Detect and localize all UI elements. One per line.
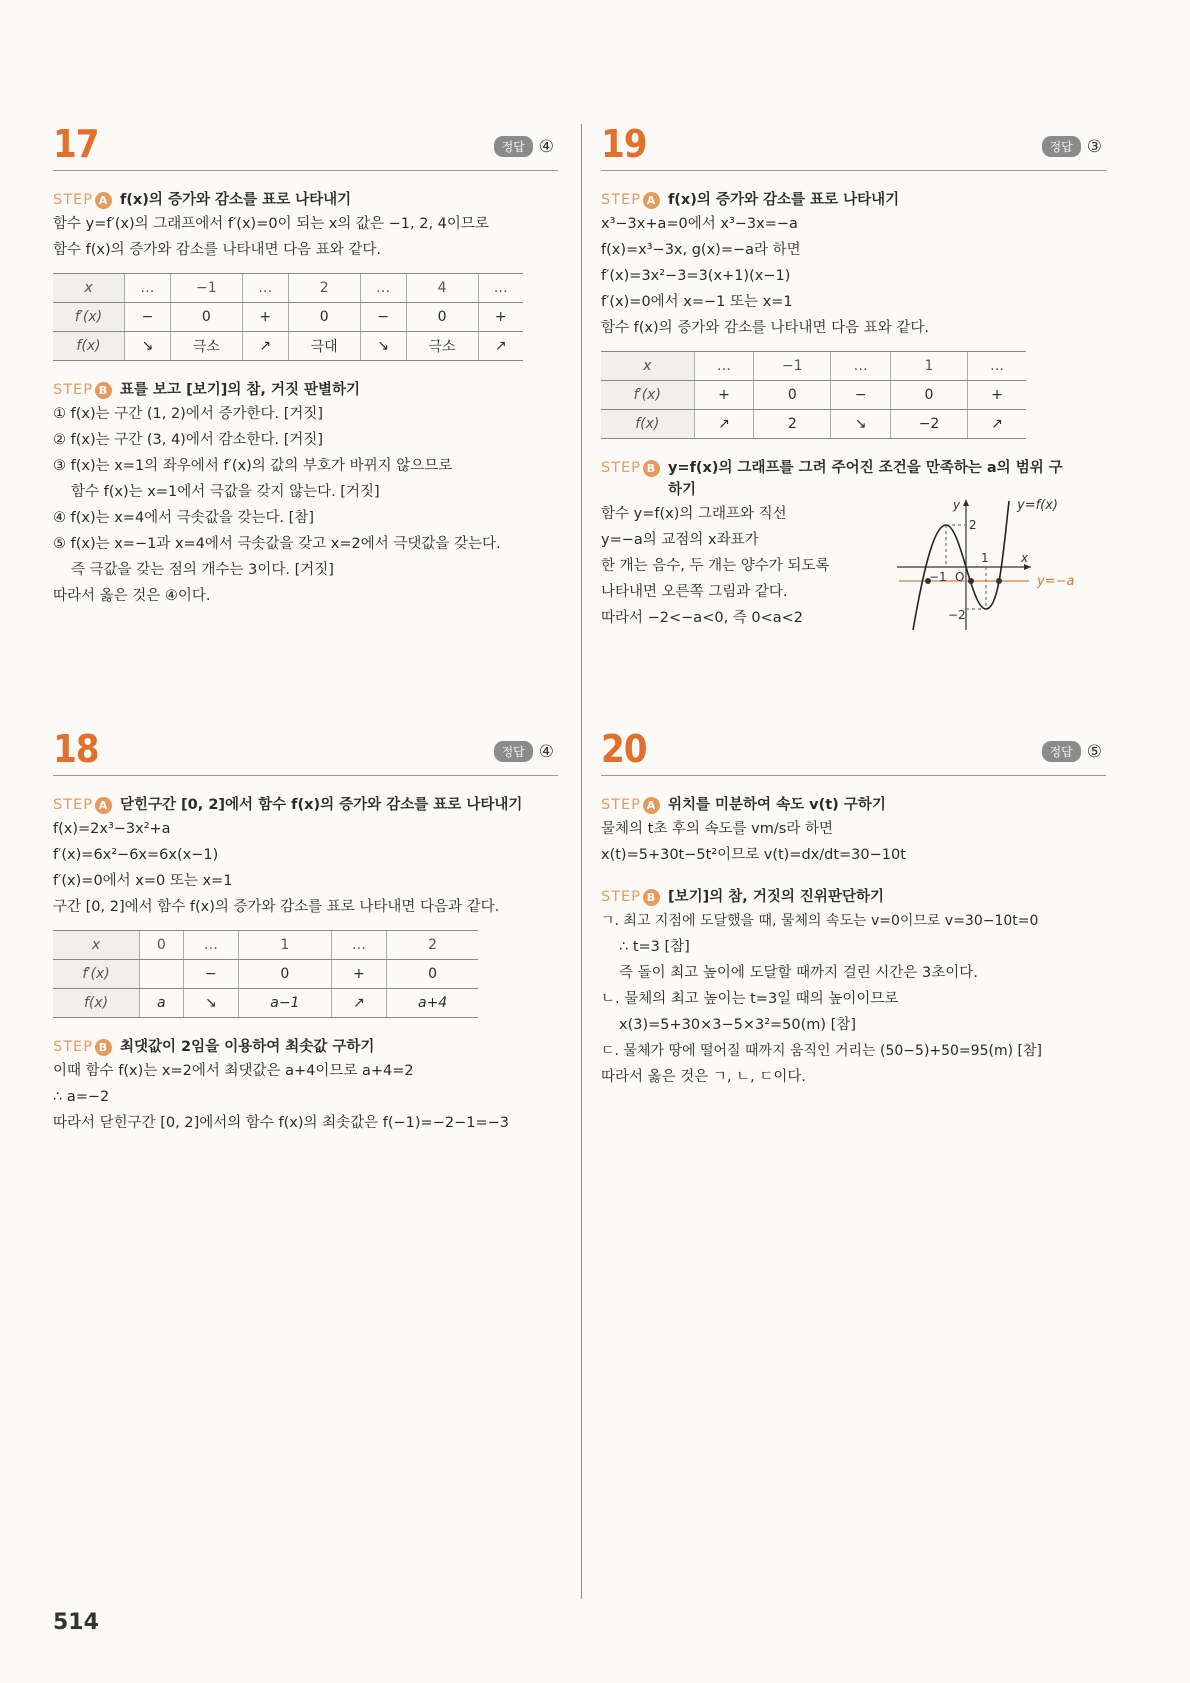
text-line: 즉 극값을 갖는 점의 개수는 3이다. [거짓]	[71, 562, 334, 578]
variation-table: x … −1 … 1 … f′(x) + 0 − 0 + f(x) ↗ 2 ↘ −2 ↗	[601, 351, 1026, 439]
text-line: ㄴ. 물체의 최고 높이는 t=3일 때의 높이이므로	[601, 991, 899, 1007]
step-b-heading	[601, 886, 1106, 908]
curve-label: y=f(x)	[1017, 498, 1058, 513]
text-line: ㄷ. 물체가 땅에 떨어질 때까지 움직인 거리는 (50−5)+50=95(m) [참]	[601, 1043, 1042, 1059]
problem-header	[53, 725, 558, 776]
step-title: 최댓값이 2임을 이용하여 최솟값 구하기	[119, 1039, 375, 1055]
problem-number: 18	[53, 727, 99, 771]
text-line: 구간 [0, 2]에서 함수 f(x)의 증가와 감소를 표로 나타내면 다음과 같다.	[53, 899, 500, 915]
tick-minus-2: −2	[948, 608, 966, 622]
text-line: x(3)=5+30×3−5×3²=50(m) [참]	[619, 1017, 857, 1033]
text-line: ∴ a=−2	[53, 1089, 110, 1105]
problem-number: 20	[601, 727, 647, 771]
y-axis-label: y	[953, 498, 961, 512]
step-tag: STEP B	[601, 457, 660, 479]
text-line: 따라서 −2<−a<0, 즉 0<a<2	[601, 610, 804, 626]
text-line: f′(x)=0에서 x=−1 또는 x=1	[601, 294, 793, 310]
problem-19	[601, 120, 1106, 631]
text-line: 함수 f(x)의 증가와 감소를 나타내면 다음 표와 같다.	[53, 242, 382, 258]
step-a-heading	[53, 189, 558, 211]
step-a-heading	[53, 794, 558, 816]
text-line: 함수 f(x)의 증가와 감소를 나타내면 다음 표와 같다.	[601, 320, 930, 336]
variation-table: x 0 … 1 … 2 f′(x) − 0 + 0 f(x) a ↘ a−1 ↗ a+4	[53, 930, 478, 1018]
problem-20	[601, 725, 1106, 1090]
graph-section	[601, 498, 1106, 631]
answer-badge: 정답	[494, 741, 533, 762]
variation-table: x … −1 … 2 … 4 … f′(x) − 0 + 0 − 0 + f(x) ↘ 극소 ↗ 극대 ↘ 극소 ↗	[53, 273, 523, 361]
text-line: f(x)=2x³−3x²+a	[53, 821, 171, 837]
tick-2: 2	[969, 518, 977, 532]
text-line: 한 개는 음수, 두 개는 양수가 되도록	[601, 558, 830, 574]
problem-18	[53, 725, 558, 1136]
text-line: ② f(x)는 구간 (3, 4)에서 감소한다. [거짓]	[53, 432, 324, 448]
text-line: 따라서 옳은 것은 ㄱ, ㄴ, ㄷ이다.	[601, 1069, 806, 1085]
y-axis-arrow	[963, 499, 969, 506]
page-number: 514	[53, 1610, 99, 1635]
text-line: ∴ t=3 [참]	[619, 939, 690, 955]
step-tag: STEP A	[53, 794, 112, 816]
text-line: f′(x)=3x²−3=3(x+1)(x−1)	[601, 268, 791, 284]
text-line: f′(x)=6x²−6x=6x(x−1)	[53, 847, 219, 863]
answer-mark: ③	[1086, 136, 1102, 157]
text-line: ③ f(x)는 x=1의 좌우에서 f′(x)의 값의 부호가 바뀌지 않으므로	[53, 458, 453, 474]
problem-header	[601, 120, 1106, 171]
text-line: 따라서 닫힌구간 [0, 2]에서의 함수 f(x)의 최솟값은 f(−1)=−2−1=−3	[53, 1115, 509, 1131]
answer-badge: 정답	[494, 136, 533, 157]
step-tag: STEP A	[601, 189, 660, 211]
text-line: x³−3x+a=0에서 x³−3x=−a	[601, 216, 798, 232]
answer-mark: ④	[538, 136, 554, 157]
step-title: [보기]의 참, 거짓의 진위판단하기	[667, 889, 884, 905]
problem-number: 19	[601, 122, 647, 166]
step-a-heading	[601, 794, 1106, 816]
column-divider	[581, 124, 582, 1599]
step-tag: STEP B	[53, 379, 112, 401]
answer-badge: 정답	[1042, 136, 1081, 157]
text-line: 물체의 t초 후의 속도를 vm/s라 하면	[601, 821, 833, 837]
text-line: 함수 f(x)는 x=1에서 극값을 갖지 않는다. [거짓]	[71, 484, 380, 500]
answer-box	[1042, 136, 1102, 157]
step-title: 닫힌구간 [0, 2]에서 함수 f(x)의 증가와 감소를 표로 나타내기	[119, 797, 523, 813]
cubic-graph	[891, 495, 1091, 635]
problem-number: 17	[53, 122, 99, 166]
answer-mark: ⑤	[1086, 741, 1102, 762]
answer-box	[494, 136, 554, 157]
step-title: 위치를 미분하여 속도 v(t) 구하기	[667, 797, 886, 813]
text-line: y=−a의 교점의 x좌표가	[601, 532, 759, 548]
problem-header	[601, 725, 1106, 776]
step-b-heading	[53, 379, 558, 401]
text-line: ⑤ f(x)는 x=−1과 x=4에서 극솟값을 갖고 x=2에서 극댓값을 갖는다.	[53, 536, 501, 552]
text-line: x(t)=5+30t−5t²이므로 v(t)=dx/dt=30−10t	[601, 847, 906, 863]
origin-label: O	[955, 570, 965, 584]
text-line: ① f(x)는 구간 (1, 2)에서 증가한다. [거짓]	[53, 406, 324, 422]
answer-mark: ④	[538, 741, 554, 762]
answer-box	[1042, 741, 1102, 762]
answer-badge: 정답	[1042, 741, 1081, 762]
step-title: f(x)의 증가와 감소를 표로 나타내기	[119, 192, 352, 208]
step-title: f(x)의 증가와 감소를 표로 나타내기	[667, 192, 900, 208]
text-line: 나타내면 오른쪽 그림과 같다.	[601, 584, 788, 600]
text-line: f(x)=x³−3x, g(x)=−a라 하면	[601, 242, 801, 258]
text-line: ④ f(x)는 x=4에서 극솟값을 갖는다. [참]	[53, 510, 314, 526]
answer-box	[494, 741, 554, 762]
problem-header	[53, 120, 558, 171]
text-line: 즉 돌이 최고 높이에 도달할 때까지 걸린 시간은 3초이다.	[619, 965, 978, 981]
text-line: 함수 y=f′(x)의 그래프에서 f′(x)=0이 되는 x의 값은 −1, 2, 4이므로	[53, 216, 489, 232]
x-axis-label: x	[1021, 551, 1029, 565]
step-title: y=f(x)의 그래프를 그려 주어진 조건을 만족하는 a의 범위 구하기	[667, 460, 1063, 498]
text-line: f′(x)=0에서 x=0 또는 x=1	[53, 873, 233, 889]
step-b-heading	[53, 1036, 558, 1058]
step-a-heading	[601, 189, 1106, 211]
step-tag: STEP B	[53, 1036, 112, 1058]
text-line: 따라서 옳은 것은 ④이다.	[53, 588, 211, 604]
tick-minus-1: −1	[929, 570, 947, 584]
text-line: 이때 함수 f(x)는 x=2에서 최댓값은 a+4이므로 a+4=2	[53, 1063, 414, 1079]
intersection-point	[996, 578, 1002, 584]
intersection-point	[968, 578, 974, 584]
step-title: 표를 보고 [보기]의 참, 거짓 판별하기	[119, 382, 361, 398]
step-tag: STEP A	[53, 189, 112, 211]
step-tag: STEP B	[601, 886, 660, 908]
text-line: 함수 y=f(x)의 그래프와 직선	[601, 506, 787, 522]
tick-1: 1	[981, 551, 989, 565]
problem-17	[53, 120, 558, 609]
line-label: y=−a	[1037, 574, 1075, 589]
text-line: ㄱ. 최고 지점에 도달했을 때, 물체의 속도는 v=0이므로 v=30−10t=0	[601, 913, 1039, 929]
step-tag: STEP A	[601, 794, 660, 816]
